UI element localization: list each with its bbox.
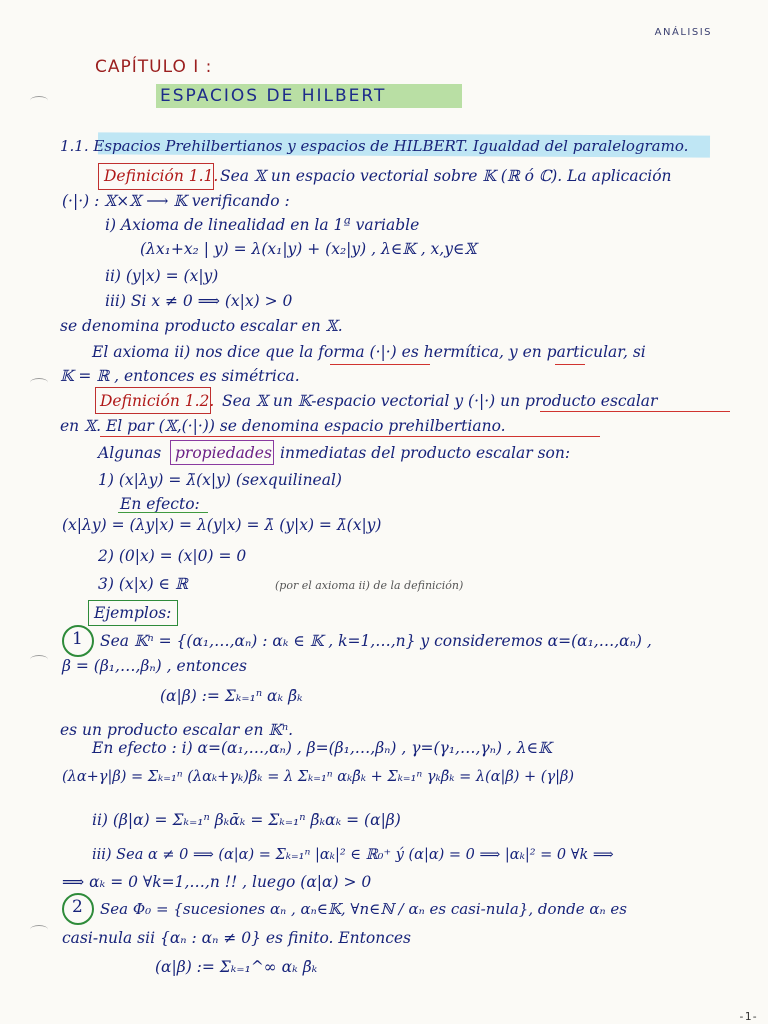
text-underline [100,436,600,437]
text-underline [118,512,208,513]
formula-line: ii) (β|α) = Σₖ₌₁ⁿ βₖᾱₖ = Σₖ₌₁ⁿ β̄ₖαₖ = (α|β) [92,811,401,829]
text-line: es un producto escalar en 𝕂ⁿ. [60,721,294,739]
text-line: Sea Φ₀ = {sucesiones αₙ , αₙ∈𝕂, ∀n∈ℕ / αₙ es casi-nula}, donde αₙ es [100,900,627,918]
definition-label: Definición 1.1. [104,167,219,185]
text-line: Sea 𝕏 un 𝕂-espacio vectorial y (·|·) un producto escalar [222,392,658,410]
text-line: El axioma ii) nos dice que la forma (·|·) es hermítica, y en particular, si [92,343,646,361]
chapter-title: ESPACIOS DE HILBERT [160,86,387,106]
text-line: propiedades [175,444,272,462]
formula-line: ⟹ αₖ = 0 ∀k=1,…,n !! , luego (α|α) > 0 [62,873,372,891]
text-line: ii) (y|x) = (x|y) [105,267,219,285]
formula-line: (λx₁+x₂ | y) = λ(x₁|y) + (x₂|y) , λ∈𝕂 , x,y∈𝕏 [140,240,477,258]
text-line: Algunas [98,444,162,462]
formula-line: (λα+γ|β) = Σₖ₌₁ⁿ (λαₖ+γₖ)β̄ₖ = λ Σₖ₌₁ⁿ αₖβ̄ₖ + Σₖ₌₁ⁿ γₖβ̄ₖ = λ(α|β) + (γ|β) [62,769,575,785]
formula-line: (α|β) := Σₖ₌₁ⁿ αₖ β̄ₖ [160,687,303,705]
subject-header: ANÁLISIS [654,27,712,38]
chapter-label: CAPÍTULO I : [95,57,213,77]
text-line: 𝕂 = ℝ , entonces es simétrica. [60,367,300,385]
text-line: (·|·) : 𝕏×𝕏 ⟶ 𝕂 verificando : [62,192,290,210]
text-line: en 𝕏. El par (𝕏,(·|·)) se denomina espacio prehilbertiano. [60,417,506,435]
text-line: Sea 𝕂ⁿ = {(α₁,…,αₙ) : αₖ ∈ 𝕂 , k=1,…,n} y consideremos α=(α₁,…,αₙ) , [100,632,652,650]
property-line: 2) (0|x) = (x|0) = 0 [98,547,247,565]
formula-line: iii) Sea α ≠ 0 ⟹ (α|α) = Σₖ₌₁ⁿ |αₖ|² ∈ ℝ₀⁺ ý (α|α) = 0 ⟹ |αₖ|² = 0 ∀k ⟹ [92,847,614,863]
examples-label: Ejemplos: [94,604,172,622]
text-underline [555,364,585,365]
example-number: 1 [72,629,83,649]
text-line: Sea 𝕏 un espacio vectorial sobre 𝕂 (ℝ ó ℂ). La aplicación [220,167,672,185]
text-line: β = (β₁,…,βₙ) , entonces [62,657,247,675]
binder-hole-mark [30,925,48,934]
text-line: iii) Si x ≠ 0 ⟹ (x|x) > 0 [105,292,293,310]
text-line: En efecto: [120,495,200,513]
text-line: se denomina producto escalar en 𝕏. [60,317,343,335]
page-number: -1- [738,1010,758,1023]
text-line: i) Axioma de linealidad en la 1ª variable [105,216,420,234]
formula-line: (x|λy) = (λy|x) = λ(y|x) = λ̄ (y|x) = λ̄(x|y) [62,516,382,534]
text-line: casi-nula sii {αₙ : αₙ ≠ 0} es finito. Entonces [62,929,412,947]
text-underline [330,364,430,365]
definition-label: Definición 1.2. [100,392,215,410]
text-underline [540,411,730,412]
binder-hole-mark [30,655,48,664]
binder-hole-mark [30,378,48,387]
note-line: (por el axioma ii) de la definición) [275,579,464,592]
section-title: 1.1. Espacios Prehilbertianos y espacios de HILBERT. Igualdad del paralelogramo. [60,137,689,155]
property-line: 3) (x|x) ∈ ℝ [98,575,188,593]
text-line: En efecto : i) α=(α₁,…,αₙ) , β=(β₁,…,βₙ) , γ=(γ₁,…,γₙ) , λ∈𝕂 [92,739,552,757]
property-line: 1) (x|λy) = λ̄(x|y) (sexquilineal) [98,471,342,489]
text-line: inmediatas del producto escalar son: [280,444,571,462]
formula-line: (α|β) := Σₖ₌₁^∞ αₖ β̄ₖ [155,958,318,976]
binder-hole-mark [30,96,48,105]
example-number: 2 [72,897,83,917]
